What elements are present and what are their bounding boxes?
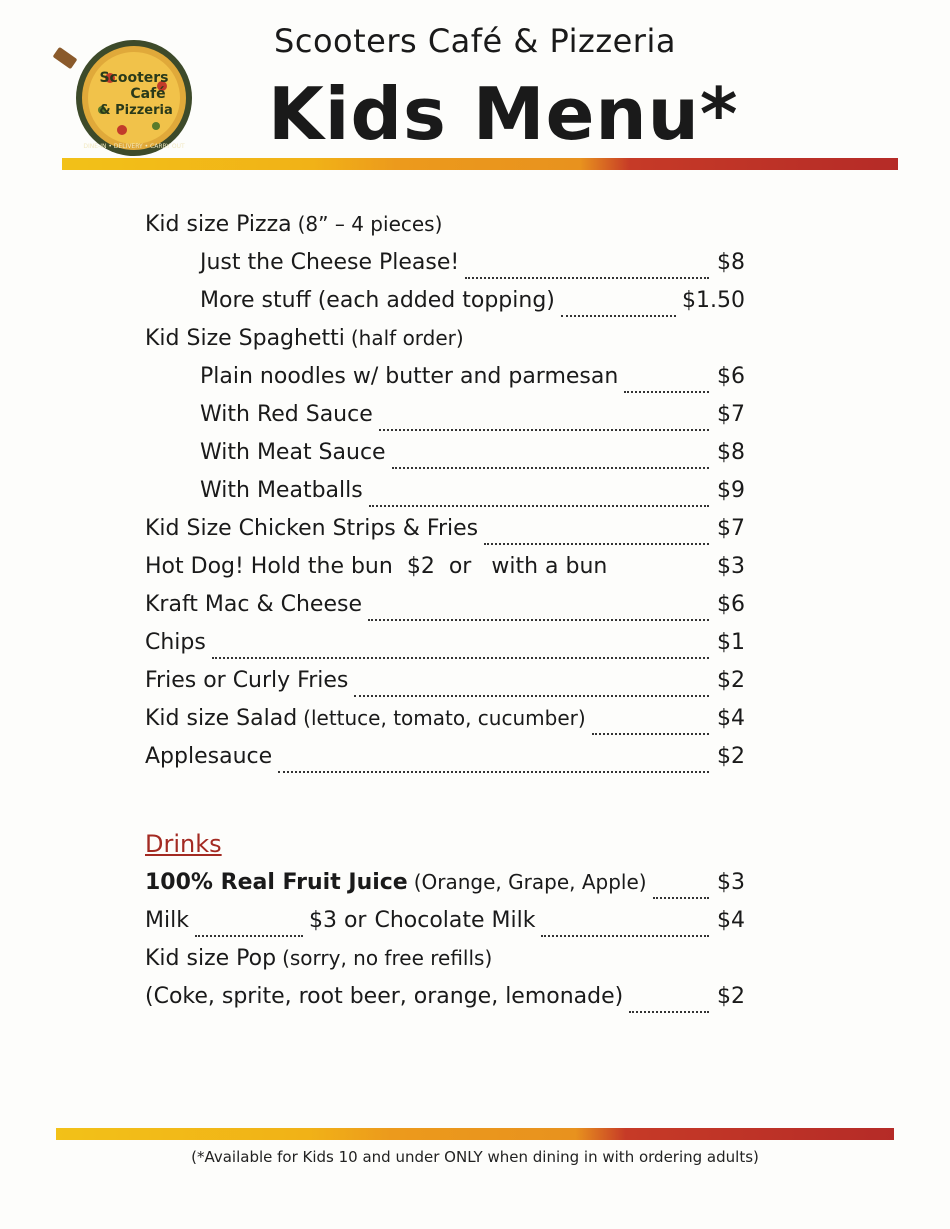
item-price: $7 [717,516,745,541]
logo-line2: Café [130,86,166,102]
item-price: $8 [717,440,745,465]
menu-row-pop-flavors [145,984,745,1022]
item-name: Kraft Mac & Cheese [145,592,363,617]
menu-row-added-topping [145,288,745,326]
drinks-heading: Drinks [145,830,222,858]
dot-leader [561,314,676,317]
dot-leader [195,934,303,937]
item-desc: (lettuce, tomato, cucumber) [303,706,586,730]
dot-leader [541,934,709,937]
dot-leader [354,694,709,697]
item-price: $3 [717,870,745,895]
item-desc: (Orange, Grape, Apple) [413,870,647,894]
dot-leader [379,428,709,431]
section-spacer [145,782,745,830]
item-price: $4 [717,706,745,731]
item-price: $6 [717,592,745,617]
menu-row-meatballs [145,478,745,516]
item-name: More stuff (each added topping) [200,288,555,313]
item-name [145,870,408,895]
menu-row-cheese-pizza [145,250,745,288]
dot-leader [212,656,709,659]
item-name: Kid size Salad [145,706,298,731]
item-price: $2 [717,744,745,769]
item-price: $3 [717,554,745,579]
menu-row-fries [145,668,745,706]
item-price: $1 [717,630,745,655]
item-price: $7 [717,402,745,427]
item-name: With Meatballs [200,478,363,503]
footer-stripe [56,1128,894,1140]
item-price: $9 [717,478,745,503]
dot-leader [278,770,709,773]
menu-row-chips [145,630,745,668]
menu-title: Kids Menu* [268,72,739,156]
menu-row-salad [145,706,745,744]
menu-row-mac-cheese [145,592,745,630]
logo-line1: Scooters [99,70,169,86]
item-price: $4 [717,908,745,933]
dot-leader [465,276,709,279]
menu-row-applesauce [145,744,745,782]
footnote: (*Available for Kids 10 and under ONLY when dining in with ordering adults) [191,1148,759,1166]
dot-leader [392,466,709,469]
item-price: $1.50 [682,288,745,313]
item-price: $3 or [308,908,367,933]
item-name-bold: 100% Real Fruit Juice [145,870,408,895]
item-name: Kid Size Spaghetti [145,326,345,351]
item-option: with a bun [491,554,608,579]
dot-leader [592,732,709,735]
item-name: Fries or Curly Fries [145,668,349,693]
item-price: $6 [717,364,745,389]
item-price: $2 [717,668,745,693]
item-name: Milk [145,908,189,933]
logo-tagline: DINE-IN • DELIVERY • CARRY OUT [83,143,185,150]
item-desc: (half order) [350,326,464,350]
item-price: $8 [717,250,745,275]
dot-leader [624,390,709,393]
item-name: With Meat Sauce [200,440,386,465]
dot-leader [369,504,709,507]
item-name: Chocolate Milk [374,908,536,933]
menu-row-hot-dog [145,554,745,592]
dot-leader [484,542,709,545]
item-desc: (sorry, no free refills) [282,946,493,970]
item-name: Just the Cheese Please! [200,250,460,275]
menu-row-chicken-strips [145,516,745,554]
item-name: Hot Dog! Hold the bun [145,554,393,579]
item-name: Plain noodles w/ butter and parmesan [200,364,619,389]
menu-row-milk [145,908,745,946]
header-stripe [62,158,898,170]
item-name: Kid size Pizza [145,212,292,237]
item-name: With Red Sauce [200,402,373,427]
kids-menu-list [145,212,745,1022]
menu-row-pizza [145,212,745,250]
menu-row-juice [145,870,745,908]
menu-row-meat-sauce [145,440,745,478]
dot-leader [629,1010,709,1013]
item-desc: (8” – 4 pieces) [297,212,443,236]
menu-row-spaghetti [145,326,745,364]
item-name: Chips [145,630,206,655]
menu-row-red-sauce [145,402,745,440]
item-name: Kid Size Chicken Strips & Fries [145,516,479,541]
dot-leader [653,896,709,899]
menu-row-pop [145,946,745,984]
item-price: $2 [717,984,745,1009]
logo-line3: & Pizzeria [99,103,173,118]
dot-leader [368,618,709,621]
menu-row-plain-noodles [145,364,745,402]
item-price: $2 [406,554,435,579]
or-text: or [448,554,472,579]
item-desc: (Coke, sprite, root beer, orange, lemonade) [145,984,624,1009]
item-name: Applesauce [145,744,273,769]
item-name: Kid size Pop [145,946,277,971]
restaurant-name: Scooters Café & Pizzeria [274,22,676,60]
